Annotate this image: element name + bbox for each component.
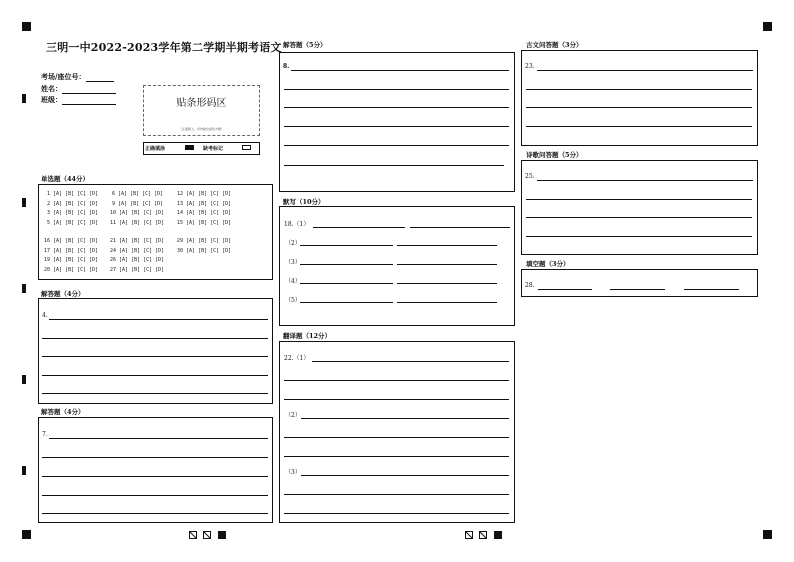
correct-fill-label: 正确填涂 (145, 146, 166, 152)
classical-heading: 古文问答题（3分） (526, 41, 583, 49)
answer-line[interactable] (284, 165, 504, 166)
answer-line[interactable] (537, 180, 753, 181)
answer-heading-c: 解答题（5分） (283, 41, 327, 49)
choice-row[interactable]: 12 [A] [B] [C] [D] (177, 191, 232, 197)
registration-mark-top-right (763, 22, 772, 31)
choice-row[interactable]: 29 [A] [B] [C] [D] (177, 238, 232, 244)
side-tick (22, 198, 26, 207)
question-number-18-4: （4） (285, 278, 301, 285)
registration-mark-bottom-left (22, 530, 31, 539)
answer-line[interactable] (284, 437, 509, 438)
answer-line[interactable] (397, 245, 497, 246)
barcode-label: 贴条形码区 (176, 98, 227, 109)
seat-number-field[interactable] (41, 72, 114, 82)
answer-line[interactable] (684, 289, 739, 290)
choice-row[interactable]: 1 [A] [B] [C] [D] (47, 191, 99, 197)
correct-fill-sample (185, 145, 194, 150)
registration-mark-top-left (22, 22, 31, 31)
choice-row[interactable]: 27 [A] [B] [C] [D] (110, 267, 165, 273)
question-number-7: 7. (42, 431, 48, 438)
question-number-4: 4. (42, 312, 48, 319)
question-number-18: 18.（1） (284, 221, 310, 228)
answer-line[interactable] (42, 393, 268, 394)
answer-line[interactable] (397, 264, 497, 265)
poetry-box (521, 160, 758, 255)
side-tick (22, 375, 26, 384)
class-label: 班级： (41, 95, 62, 104)
answer-line[interactable] (284, 494, 509, 495)
question-number-18-3: （3） (285, 259, 301, 266)
answer-line[interactable] (410, 227, 510, 228)
absent-mark-checkbox[interactable] (242, 145, 251, 150)
seat-number-blank[interactable] (86, 73, 114, 82)
choice-row[interactable]: 10 [A] [B] [C] [D] (110, 210, 165, 216)
answer-line[interactable] (284, 399, 509, 400)
choice-row[interactable]: 13 [A] [B] [C] [D] (177, 201, 232, 207)
side-tick (22, 284, 26, 293)
answer-line[interactable] (284, 380, 509, 381)
answer-line[interactable] (610, 289, 665, 290)
answer-line[interactable] (537, 70, 753, 71)
choice-row[interactable]: 11 [A] [B] [C] [D] (110, 220, 165, 226)
answer-line[interactable] (300, 302, 393, 303)
choice-row[interactable]: 15 [A] [B] [C] [D] (177, 220, 232, 226)
scan-mark-slash (479, 531, 487, 539)
answer-line[interactable] (284, 107, 509, 108)
answer-line[interactable] (538, 289, 592, 290)
question-number-28: 28. (525, 282, 535, 289)
answer-line[interactable] (526, 217, 752, 218)
registration-mark-bottom-right (763, 530, 772, 539)
answer-line[interactable] (42, 495, 268, 496)
scan-mark-slash (203, 531, 211, 539)
question-number-8: 8. (283, 63, 290, 70)
scan-mark-solid (494, 531, 502, 539)
answer-box-q8 (279, 52, 515, 192)
question-number-18-5: （5） (285, 297, 301, 304)
answer-line[interactable] (312, 361, 509, 362)
choice-row[interactable]: 2 [A] [B] [C] [D] (47, 201, 99, 207)
scan-mark-solid (218, 531, 226, 539)
answer-line[interactable] (301, 418, 509, 419)
scan-mark-slash (189, 531, 197, 539)
answer-box-q7 (38, 417, 273, 523)
answer-heading-a: 解答题（4分） (41, 290, 85, 298)
choice-row[interactable]: 20 [A] [B] [C] [D] (44, 267, 99, 273)
name-label: 姓名： (41, 84, 62, 93)
answer-line[interactable] (284, 145, 509, 146)
answer-line[interactable] (526, 236, 752, 237)
choice-row[interactable]: 14 [A] [B] [C] [D] (177, 210, 232, 216)
side-tick (22, 466, 26, 475)
fill-box (521, 269, 758, 297)
answer-line[interactable] (300, 245, 393, 246)
answer-line[interactable] (397, 302, 497, 303)
absent-mark-label: 缺考标记 (203, 146, 224, 152)
translation-heading: 翻译题（12分） (283, 332, 332, 340)
question-number-23: 23. (525, 63, 535, 70)
question-number-18-2: （2） (285, 240, 301, 247)
scan-mark-slash (465, 531, 473, 539)
answer-line[interactable] (42, 375, 268, 376)
seat-number-label: 考场/座位号： (41, 72, 86, 81)
answer-line[interactable] (284, 126, 509, 127)
answer-line[interactable] (526, 107, 752, 108)
answer-line[interactable] (300, 283, 393, 284)
answer-line[interactable] (42, 356, 268, 357)
name-blank[interactable] (62, 85, 116, 94)
question-number-25: 25. (525, 173, 535, 180)
answer-line[interactable] (397, 283, 497, 284)
answer-line[interactable] (313, 227, 405, 228)
name-field[interactable] (41, 84, 116, 94)
answer-line[interactable] (42, 338, 268, 339)
translation-box (279, 341, 515, 523)
answer-line[interactable] (284, 513, 509, 514)
dictation-box (279, 206, 515, 326)
choice-row[interactable]: 6 [A] [B] [C] [D] (112, 191, 164, 197)
answer-line[interactable] (300, 264, 393, 265)
answer-line[interactable] (291, 70, 509, 71)
choice-row[interactable]: 24 [A] [B] [C] [D] (110, 248, 165, 254)
question-number-22-3: （3） (285, 469, 301, 476)
answer-box-q4 (38, 298, 273, 404)
choice-row[interactable]: 21 [A] [B] [C] [D] (110, 238, 165, 244)
choice-row[interactable]: 26 [A] [B] [C] [D] (110, 257, 165, 263)
question-number-22: 22.（1） (284, 355, 310, 362)
poetry-heading: 诗歌问答题（5分） (526, 151, 583, 159)
choice-row[interactable]: 30 [A] [B] [C] [D] (177, 248, 232, 254)
answer-heading-b: 解答题（4分） (41, 408, 85, 416)
fill-heading: 填空题（3分） (526, 260, 570, 268)
answer-line[interactable] (49, 319, 268, 320)
answer-line[interactable] (284, 456, 509, 457)
side-tick (22, 94, 26, 103)
choice-row[interactable]: 16 [A] [B] [C] [D] (44, 238, 99, 244)
choice-row[interactable]: 17 [A] [B] [C] [D] (44, 248, 99, 254)
exam-title: 三明一中2022-2023学年第二学期半期考语文 (46, 41, 282, 54)
answer-line[interactable] (526, 126, 752, 127)
choice-row[interactable]: 3 [A] [B] [C] [D] (47, 210, 99, 216)
single-choice-box (38, 184, 273, 280)
classical-box (521, 50, 758, 146)
choice-row[interactable]: 19 [A] [B] [C] [D] (44, 257, 99, 263)
single-choice-heading: 单选题（44分） (41, 175, 90, 183)
class-blank[interactable] (62, 96, 116, 105)
dictation-heading: 默写（10分） (283, 198, 325, 206)
class-field[interactable] (41, 95, 116, 105)
answer-line[interactable] (301, 475, 509, 476)
answer-line[interactable] (42, 513, 268, 514)
answer-line[interactable] (42, 476, 268, 477)
answer-line[interactable] (42, 457, 268, 458)
answer-line[interactable] (526, 89, 752, 90)
choice-row[interactable]: 5 [A] [B] [C] [D] (47, 220, 99, 226)
question-number-22-2: （2） (285, 412, 301, 419)
choice-row[interactable]: 9 [A] [B] [C] [D] (112, 201, 164, 207)
answer-line[interactable] (49, 438, 268, 439)
answer-line[interactable] (284, 89, 509, 90)
answer-line[interactable] (526, 199, 752, 200)
barcode-note: （正面朝上，切勿贴出虚线方框） (178, 127, 224, 131)
